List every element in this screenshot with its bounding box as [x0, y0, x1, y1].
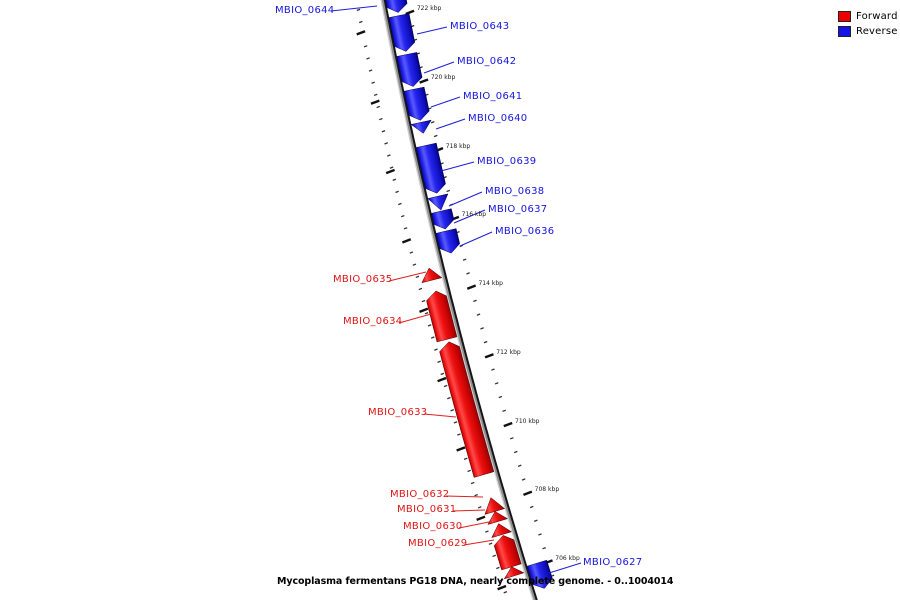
ruler-tick [438, 361, 441, 362]
ruler-tick [366, 58, 369, 59]
ruler-tick [357, 9, 360, 10]
ruler-tick [379, 118, 382, 119]
map-title: Mycoplasma fermentans PG18 DNA, nearly complete genome. - 0..1004014 [277, 576, 674, 587]
leader-line-MBIO_0630 [459, 522, 489, 528]
ruler-tick [434, 349, 437, 350]
ruler-tick-label: 714 kbp [478, 280, 503, 288]
ruler-tick [543, 548, 546, 549]
ruler-tick [387, 155, 390, 156]
ruler-tick [466, 273, 469, 274]
ruler-tick [393, 179, 396, 180]
ruler-tick-label: 712 kbp [496, 348, 521, 356]
ruler-tick [451, 410, 454, 411]
ruler-tick [382, 131, 385, 132]
ruler-tick-label: 718 kbp [445, 142, 471, 150]
ruler-tick [438, 378, 446, 381]
gene-label-MBIO_0635[interactable]: MBIO_0635 [333, 274, 393, 285]
ruler-tick [454, 422, 457, 423]
ruler-tick [457, 434, 460, 435]
gene-MBIO_0640[interactable] [411, 120, 431, 133]
ruler-tick [386, 170, 394, 173]
ruler-tick-label: 706 kbp [555, 554, 580, 562]
ruler-tick-label: 722 kbp [416, 5, 442, 13]
ruler-tick [534, 520, 537, 521]
ruler-tick [385, 143, 388, 144]
gene-label-MBIO_0643[interactable]: MBIO_0643 [450, 21, 510, 32]
ruler-tick [420, 309, 428, 312]
ruler-tick [496, 567, 499, 568]
ruler-tick [468, 470, 471, 471]
leader-line-MBIO_0643 [417, 27, 447, 34]
ruler-tick [514, 451, 517, 452]
ruler-tick [420, 79, 428, 82]
ruler-tick [401, 216, 404, 217]
ruler-tick [441, 373, 444, 374]
ruler-tick [495, 383, 498, 384]
leader-line-MBIO_0640 [436, 119, 465, 129]
gene-MBIO_0635[interactable] [422, 268, 442, 283]
ruler-tick [447, 190, 450, 191]
ruler-tick [523, 492, 531, 495]
gene-MBIO_0637[interactable] [431, 209, 454, 229]
ruler-tick [372, 82, 375, 83]
ruler-tick [444, 385, 447, 386]
gene-label-MBIO_0640[interactable]: MBIO_0640 [468, 113, 528, 124]
leader-line-MBIO_0633 [424, 414, 456, 417]
ruler-tick [369, 70, 372, 71]
ruler-tick [485, 531, 488, 532]
ruler-tick [359, 21, 362, 22]
gene-label-MBIO_0634[interactable]: MBIO_0634 [343, 316, 403, 327]
leader-line-MBIO_0635 [389, 272, 426, 281]
ruler-tick [431, 337, 434, 338]
ruler-tick [357, 31, 365, 34]
ruler-tick [491, 369, 494, 370]
ruler-tick [504, 592, 507, 593]
ruler-tick [503, 410, 506, 411]
ruler-tick [484, 341, 487, 342]
leader-line-MBIO_0634 [399, 314, 431, 323]
ruler-tick [398, 203, 401, 204]
ruler-tick [471, 482, 474, 483]
gene-label-MBIO_0629[interactable]: MBIO_0629 [408, 538, 468, 549]
leader-line-MBIO_0636 [460, 232, 492, 246]
forward-color-swatch [838, 11, 851, 22]
ruler-tick [522, 479, 525, 480]
ruler-tick [478, 507, 481, 508]
ruler-tick [402, 239, 410, 242]
ruler-tick [428, 325, 431, 326]
ruler-tick [404, 228, 407, 229]
ruler-tick [364, 46, 367, 47]
gene-label-MBIO_0633[interactable]: MBIO_0633 [368, 407, 428, 418]
gene-label-MBIO_0644[interactable]: MBIO_0644 [275, 5, 335, 16]
leader-line-MBIO_0627 [549, 563, 581, 573]
gene-label-MBIO_0642[interactable]: MBIO_0642 [457, 56, 517, 67]
gene-label-MBIO_0627[interactable]: MBIO_0627 [583, 557, 643, 568]
gene-label-MBIO_0637[interactable]: MBIO_0637 [488, 204, 548, 215]
gene-label-MBIO_0636[interactable]: MBIO_0636 [495, 226, 555, 237]
ruler-tick [410, 252, 413, 253]
ruler-tick [390, 167, 393, 168]
ruler-tick [374, 94, 377, 95]
ruler-tick [518, 465, 521, 466]
forward-legend-label: Forward [856, 10, 898, 22]
legend-item-reverse [838, 24, 898, 38]
ruler-tick [457, 447, 465, 450]
ruler-tick [447, 398, 450, 399]
leader-line-MBIO_0641 [431, 97, 460, 107]
ruler-tick-label: 710 kbp [515, 417, 540, 425]
legend-item-forward [838, 9, 898, 23]
leader-line-MBIO_0632 [446, 496, 483, 497]
reverse-legend-label: Reverse [856, 25, 898, 37]
ruler-tick [504, 423, 512, 426]
reverse-color-swatch [838, 26, 851, 37]
gene-label-MBIO_0638[interactable]: MBIO_0638 [485, 186, 545, 197]
ruler-tick [413, 264, 416, 265]
ruler-tick [434, 135, 437, 136]
leader-line-MBIO_0639 [441, 162, 474, 171]
ruler-tick [377, 106, 380, 107]
ruler-tick [477, 314, 480, 315]
gene-label-MBIO_0631[interactable]: MBIO_0631 [397, 504, 457, 515]
ruler-tick [477, 517, 485, 520]
gene-label-MBIO_0630[interactable]: MBIO_0630 [403, 521, 463, 532]
legend [838, 9, 898, 39]
ruler-tick [467, 286, 475, 289]
ruler-tick [416, 276, 419, 277]
leader-line-MBIO_0644 [331, 6, 377, 11]
ruler-tick [371, 101, 379, 104]
ruler-tick-label: 716 kbp [461, 211, 487, 219]
ruler-tick [475, 495, 478, 496]
ruler-tick [538, 534, 541, 535]
ruler-tick [419, 288, 422, 289]
leader-line-MBIO_0642 [424, 62, 454, 73]
ruler-tick [425, 313, 428, 314]
ruler-tick [485, 354, 493, 357]
ruler-tick [464, 458, 467, 459]
ruler-tick [480, 328, 483, 329]
gene-label-MBIO_0641[interactable]: MBIO_0641 [463, 91, 523, 102]
ruler-tick [395, 191, 398, 192]
ruler-tick [489, 543, 492, 544]
ruler-tick [406, 11, 414, 14]
ruler-tick [463, 259, 466, 260]
ruler-tick [431, 122, 434, 123]
ruler-tick [510, 438, 513, 439]
ruler-tick [422, 300, 425, 301]
ruler-tick-label: 720 kbp [430, 74, 456, 82]
ruler-tick-label: 708 kbp [534, 486, 560, 494]
ruler-tick [499, 396, 502, 397]
ruler-tick [493, 555, 496, 556]
leader-line-MBIO_0631 [453, 510, 485, 511]
ruler-tick [473, 300, 476, 301]
gene-label-MBIO_0632[interactable]: MBIO_0632 [390, 489, 450, 500]
gene-MBIO_0630[interactable] [492, 524, 512, 538]
gene-MBIO_0638[interactable] [428, 194, 448, 210]
ruler-tick [530, 506, 533, 507]
gene-label-MBIO_0639[interactable]: MBIO_0639 [477, 156, 537, 167]
gene-MBIO_0631[interactable] [488, 512, 508, 525]
leader-line-MBIO_0638 [449, 192, 482, 206]
